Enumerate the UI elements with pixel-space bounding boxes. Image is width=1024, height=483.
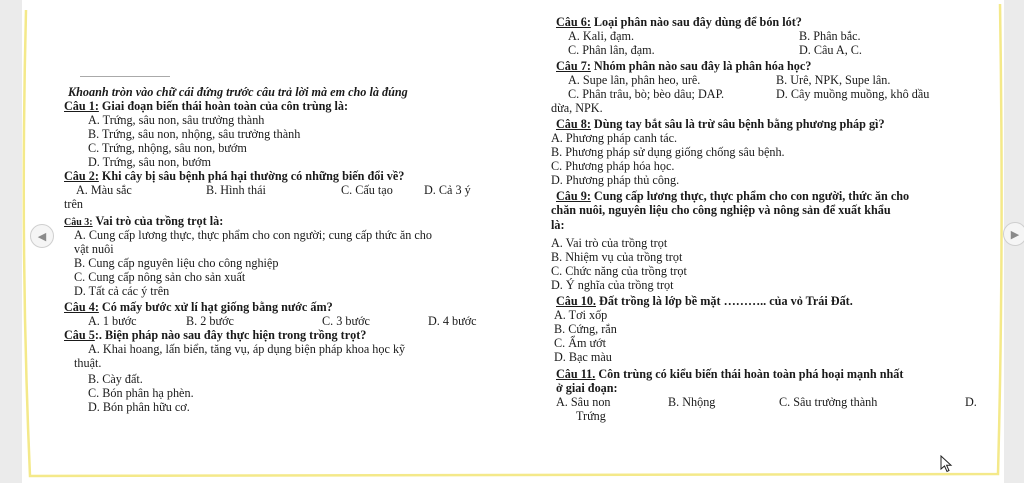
option: A. Sâu non <box>556 395 611 409</box>
option: A. Cung cấp lương thực, thực phẩm cho con người; cung cấp thức ăn cho <box>74 228 432 242</box>
option: C. Bón phân hạ phèn. <box>88 386 194 400</box>
option: C. Chức năng của trồng trọt <box>551 264 687 278</box>
left-column <box>64 85 546 414</box>
question-label: Câu 3: <box>64 217 93 228</box>
option: A. Tơi xốp <box>554 308 608 322</box>
right-column <box>551 15 991 423</box>
option: D. Trứng, sâu non, bướm <box>88 155 211 169</box>
option-continuation: Trứng <box>576 409 606 423</box>
option: C. Cấu tạo <box>341 183 393 197</box>
option-continuation: vật nuôi <box>74 242 114 256</box>
question-9 <box>556 189 996 203</box>
option: C. Trứng, nhộng, sâu non, bướm <box>88 141 247 155</box>
option: B. Urê, NPK, Supe lân. <box>776 73 891 87</box>
question-text: :. Biện pháp nào sau đây thực hiện trong trồng trọt? <box>94 328 367 342</box>
question-text-line: ở giai đoạn: <box>556 381 618 395</box>
option-continuation: trên <box>64 197 83 211</box>
question-text: Vai trò của trồng trọt là: <box>92 214 224 228</box>
option: A. Phương pháp canh tác. <box>551 131 678 145</box>
question-text: Khi cây bị sâu bệnh phá hại thường có những biến đổi về? <box>98 169 405 183</box>
option: C. Sâu trưởng thành <box>779 395 878 409</box>
question-label: Câu 10. <box>556 294 596 308</box>
option: B. 2 bước <box>186 314 234 328</box>
option: A. Supe lân, phân heo, urê. <box>568 73 701 87</box>
question-text: Có mấy bước xử lí hạt giống bằng nước ấm? <box>98 300 333 314</box>
option: D. Cả 3 ý <box>424 183 471 197</box>
question-label: Câu 4: <box>64 300 99 314</box>
question-5 <box>64 328 534 342</box>
question-8 <box>556 117 996 131</box>
option: A. Khai hoang, lấn biển, tăng vụ, áp dụng biện pháp khoa học kỹ <box>88 342 406 356</box>
question-text: Giai đoạn biến thái hoàn toàn của côn trùng là: <box>98 99 349 113</box>
option: D. Bạc màu <box>554 350 612 364</box>
question-10 <box>556 294 996 308</box>
options-row <box>551 43 991 57</box>
option: A. 1 bước <box>88 314 137 328</box>
option: A. Kali, đạm. <box>568 29 635 43</box>
option: D. Tất cả các ý trên <box>74 284 170 298</box>
option: C. 3 bước <box>322 314 370 328</box>
question-label: Câu 8: <box>556 117 591 131</box>
options-row <box>551 87 991 101</box>
option: D. <box>965 395 977 409</box>
option: D. Bón phân hữu cơ. <box>88 400 190 414</box>
question-text: Loại phân nào sau đây dùng để bón lót? <box>590 15 802 29</box>
option: B. Nhộng <box>668 395 716 409</box>
option: B. Hình thái <box>206 183 266 197</box>
option: B. Phân bắc. <box>799 29 861 43</box>
option: D. Ý nghĩa của trồng trọt <box>551 278 674 292</box>
option: B. Phương pháp sử dụng giống chống sâu bệnh. <box>551 145 785 159</box>
question-text: Đất trồng là lớp bề mặt ……….. của vỏ Trái Đất. <box>595 294 853 308</box>
question-6 <box>556 15 996 29</box>
instruction: Khoanh tròn vào chữ cái đứng trước câu trả lời mà em cho là đúng <box>68 85 408 99</box>
option: A. Trứng, sâu non, sâu trưởng thành <box>88 113 265 127</box>
option-continuation: thuật. <box>74 356 102 370</box>
option: C. Phương pháp hóa học. <box>551 159 675 173</box>
option: B. Nhiệm vụ của trồng trọt <box>551 250 683 264</box>
option-continuation: dừa, NPK. <box>551 101 603 115</box>
question-1 <box>64 99 534 113</box>
option: B. Cung cấp nguyên liệu cho công nghiệp <box>74 256 279 270</box>
chevron-right-icon[interactable]: ▶ <box>1003 222 1024 246</box>
option: C. Phân trâu, bò; bèo dâu; DAP. <box>568 87 725 101</box>
option: B. Trứng, sâu non, nhộng, sâu trưởng thành <box>88 127 301 141</box>
option: C. Ẩm ướt <box>554 336 606 350</box>
option: A. Màu sắc <box>76 183 132 197</box>
question-3 <box>64 214 534 228</box>
question-text: Nhóm phân nào sau đây là phân hóa học? <box>590 59 812 73</box>
question-label: Câu 6: <box>556 15 591 29</box>
option: C. Phân lân, đạm. <box>568 43 655 57</box>
options-row <box>76 183 546 197</box>
question-text-line: là: <box>551 218 565 232</box>
option: B. Cứng, rắn <box>554 322 617 336</box>
divider <box>80 76 170 77</box>
question-text-line: chăn nuôi, nguyên liệu cho công nghiệp và nông sản để xuất khẩu <box>551 203 891 217</box>
question-label: Câu 9: <box>556 189 591 203</box>
question-text: Cung cấp lương thực, thực phẩm cho con người, thức ăn cho <box>590 189 910 203</box>
mouse-pointer-icon <box>940 455 954 473</box>
question-label: Câu 1: <box>64 99 99 113</box>
option: D. Cây muồng muồng, khô dầu <box>776 87 930 101</box>
option: D. Câu A, C. <box>799 43 862 57</box>
question-label: Câu 5 <box>64 328 95 342</box>
question-11 <box>556 367 996 381</box>
options-row <box>76 314 546 328</box>
option: B. Cày đất. <box>88 372 143 386</box>
question-label: Câu 7: <box>556 59 591 73</box>
options-row <box>551 29 991 43</box>
option: C. Cung cấp nông sản cho sản xuất <box>74 270 246 284</box>
question-7 <box>556 59 996 73</box>
option: D. Phương pháp thủ công. <box>551 173 680 187</box>
question-label: Câu 2: <box>64 169 99 183</box>
options-row <box>551 73 991 87</box>
option: A. Vai trò của trồng trọt <box>551 236 668 250</box>
question-4 <box>64 300 534 314</box>
question-text: Dùng tay bắt sâu là trừ sâu bệnh bằng phương pháp gì? <box>590 117 885 131</box>
options-row <box>551 395 991 409</box>
chevron-left-icon[interactable]: ◀ <box>30 224 54 248</box>
question-label: Câu 11. <box>556 367 596 381</box>
question-text: Côn trùng có kiểu biến thái hoàn toàn phá hoại mạnh nhất <box>595 367 904 381</box>
option: D. 4 bước <box>428 314 477 328</box>
question-2 <box>64 169 534 183</box>
